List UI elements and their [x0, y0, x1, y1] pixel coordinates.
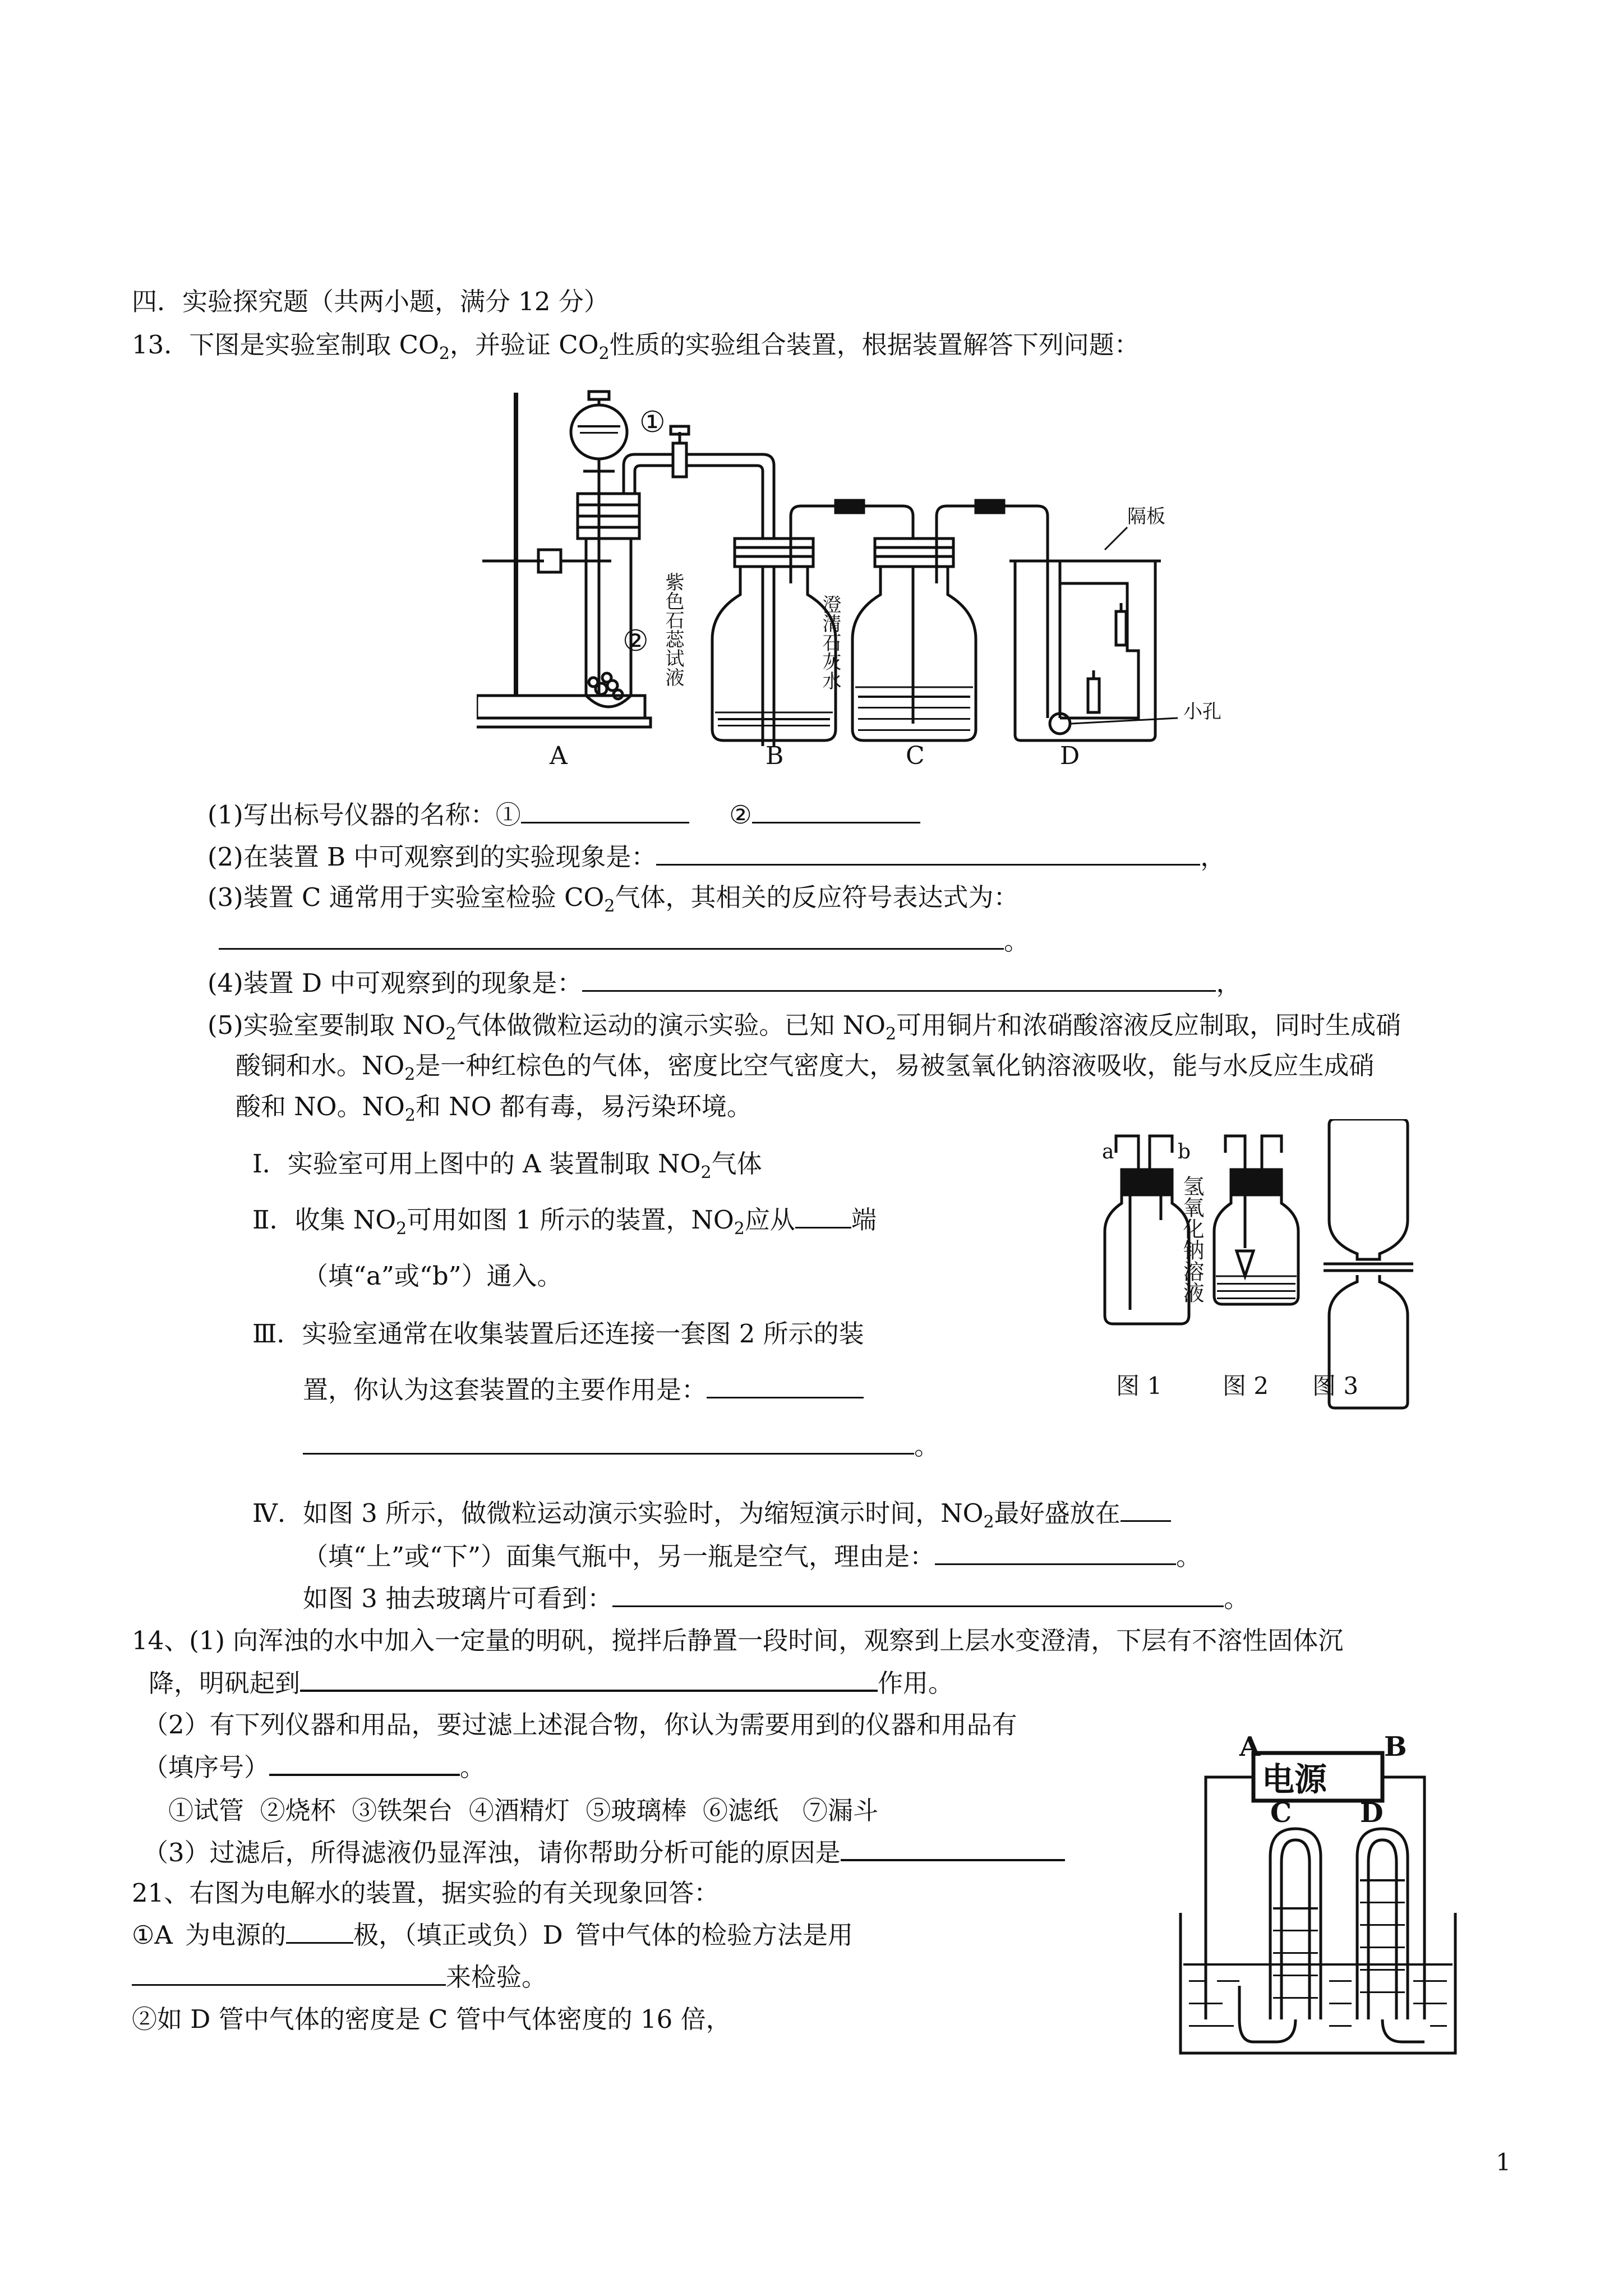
- q13-p5-l2: 酸铜和水。$NO_2$是一种红棕色的气体，密度比空气密度大，易被氢氧化钠溶液吸收，能与水反应生成硝: [236, 1051, 1375, 1084]
- label-limewater: 澄清石灰水: [819, 595, 841, 690]
- q13-p1: (1)写出标号仪器的名称：① ②: [208, 798, 920, 832]
- figure2-bottle: [1214, 1195, 1298, 1304]
- label-funnel-mark: ①: [639, 406, 666, 439]
- answer-blank-3[interactable]: [656, 840, 1200, 866]
- q21-l2: ①A 为电源的 极，（填正或负）D 管中气体的检验方法是用: [132, 1918, 853, 1952]
- answer-blank-11[interactable]: [612, 1582, 1224, 1607]
- power-source-label: 电源: [1262, 1760, 1327, 1798]
- q13-r4-l3: 如图 3 抽去玻璃片可看到： 。: [303, 1582, 1249, 1616]
- caption-b: B: [766, 742, 784, 770]
- answer-blank-10[interactable]: [935, 1540, 1176, 1565]
- tube-d-label: D: [1360, 1797, 1384, 1829]
- answer-blank-4[interactable]: [219, 924, 1004, 950]
- answer-blank-5[interactable]: [582, 967, 1216, 992]
- figure1-bottle: [1105, 1195, 1189, 1324]
- answer-blank-7[interactable]: [707, 1373, 864, 1398]
- fig3-caption: 图 3: [1312, 1372, 1359, 1400]
- answer-blank-13[interactable]: [269, 1750, 460, 1776]
- q13-stem: 13．下图是实验室制取 $CO_2$，并验证 $CO_2$性质的实验组合装置，根据装置解答下列问题：: [132, 330, 1140, 364]
- answer-blank-1[interactable]: [521, 798, 689, 823]
- page-number: 1: [1496, 2148, 1511, 2176]
- q21-l3: 来检验。: [132, 1961, 547, 1994]
- label-geban: 隔板: [1127, 505, 1165, 528]
- section-title: 四．实验探究题（共两小题，满分 12 分）: [132, 287, 609, 316]
- q13-r2: Ⅱ．收集 $NO_2$可用如图 1 所示的装置，$NO_2$应从 端: [252, 1203, 877, 1237]
- answer-blank-2[interactable]: [752, 798, 920, 823]
- answer-blank-8[interactable]: [303, 1429, 914, 1455]
- fig1-port-a: a: [1102, 1140, 1114, 1163]
- terminal-a-label: A: [1239, 1731, 1261, 1763]
- label-litmus: 紫色石蕊试液: [662, 572, 684, 687]
- label-xiaokong: 小孔: [1183, 701, 1221, 723]
- answer-blank-12[interactable]: [300, 1666, 878, 1692]
- answer-blank-16[interactable]: [132, 1961, 446, 1986]
- q13-r4: Ⅳ．如图 3 所示，做微粒运动演示实验时，为缩短演示时间，$NO_2$最好盛放在: [252, 1497, 1171, 1530]
- answer-blank-15[interactable]: [286, 1918, 353, 1944]
- caption-a: A: [550, 742, 568, 770]
- co2-apparatus-figure: [477, 381, 1251, 774]
- tube-c: [1270, 1829, 1321, 2019]
- fig1-caption: 图 1: [1116, 1372, 1163, 1400]
- q14-l5: ①试管 ②烧杯 ③铁架台 ④酒精灯 ⑤玻璃棒 ⑥滤纸 ⑦漏斗: [168, 1796, 878, 1825]
- q13-r1: Ⅰ．实验室可用上图中的 A 装置制取 $NO_2$气体: [252, 1149, 762, 1182]
- q14-l2: 降，明矾起到 作用。: [149, 1666, 953, 1700]
- q14-l3: （2）有下列仪器和用品，要过滤上述混合物，你认为需要用到的仪器和用品有: [143, 1710, 1017, 1740]
- q13-r2-l2: （填“a”或“b”）通入。: [303, 1261, 562, 1291]
- answer-blank-14[interactable]: [841, 1835, 1065, 1861]
- q13-r4-l2: （填“上”或“下”）面集气瓶中，另一瓶是空气，理由是： 。: [303, 1540, 1201, 1573]
- q13-r3-l2: 置，你认为这套装置的主要作用是：: [303, 1373, 864, 1407]
- answer-blank-6[interactable]: [795, 1203, 851, 1228]
- gas-bottles-figure: [1088, 1119, 1436, 1411]
- water-trough: [1181, 1913, 1455, 2053]
- answer-blank-9[interactable]: [1121, 1497, 1171, 1522]
- label-tube-mark: ②: [623, 624, 649, 658]
- q13-p5-l3: 酸和 NO。$NO_2$和 NO 都有毒，易污染环境。: [236, 1092, 752, 1125]
- electrolysis-figure: [1166, 1728, 1469, 2064]
- fig2-naoh-label: 氢氧化钠溶液: [1179, 1175, 1204, 1303]
- q13-r3: Ⅲ．实验室通常在收集装置后还连接一套图 2 所示的装: [252, 1319, 864, 1349]
- tube-c-label: C: [1270, 1797, 1292, 1829]
- q13-p2: (2)在装置 B 中可观察到的实验现象是： ，: [208, 840, 1225, 874]
- figure3-upper-bottle: [1329, 1119, 1408, 1259]
- fig2-caption: 图 2: [1223, 1372, 1269, 1400]
- q13-p3: (3)装置 C 通常用于实验室检验 $CO_2$气体，其相关的反应符号表达式为：: [208, 882, 1019, 916]
- q13-r3-l3: 。: [303, 1429, 939, 1463]
- caption-c: C: [906, 742, 925, 770]
- q13-p5-l1: (5)实验室要制取 $NO_2$气体做微粒运动的演示实验。已知 $NO_2$可用铜片和浓硝酸溶液反应制取，同时生成硝: [208, 1010, 1401, 1044]
- q13-p4: (4)装置 D 中可观察到的现象是： ，: [208, 967, 1241, 1000]
- q21-l4: ②如 D 管中气体的密度是 C 管中气体密度的 16 倍，: [132, 2004, 731, 2034]
- q14-l4: （填序号） 。: [143, 1750, 485, 1784]
- q21-l1: 21、右图为电解水的装置，据实验的有关现象回答：: [132, 1878, 720, 1908]
- terminal-b-label: B: [1384, 1731, 1407, 1763]
- q13-p3-line: 。: [219, 924, 1029, 958]
- fig1-port-b: b: [1178, 1140, 1191, 1163]
- q14-l6: （3）过滤后，所得滤液仍显浑浊，请你帮助分析可能的原因是: [143, 1835, 1065, 1870]
- q14-l1: 14、(1) 向浑浊的水中加入一定量的明矾，搅拌后静置一段时间，观察到上层水变澄清，下层有不溶性固体沉: [132, 1626, 1344, 1655]
- caption-d: D: [1060, 742, 1080, 770]
